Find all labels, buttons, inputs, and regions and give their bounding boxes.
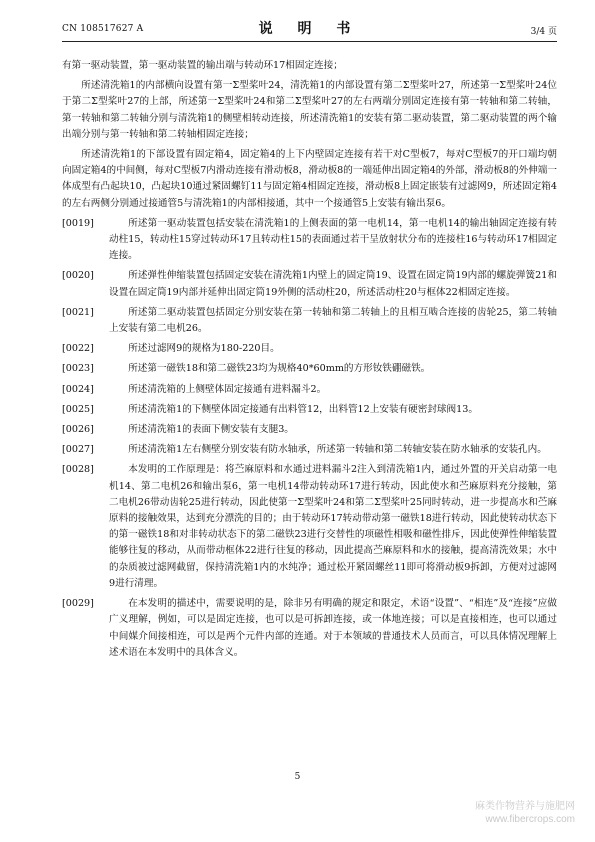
site-watermark <box>475 800 575 826</box>
paragraph-number: [0020] <box>62 270 94 282</box>
paragraph-number: [0027] <box>62 444 94 456</box>
paragraph-number: [0029] <box>62 598 94 610</box>
paragraph <box>62 341 557 357</box>
paragraph-number: [0026] <box>62 424 94 436</box>
paragraph-text: 所述第二驱动装置包括固定分别安装在第一转轴和第二转轴上的且相互啮合连接的齿轮25，第二转轴上安装有第二电机26。 <box>109 306 557 335</box>
paragraph <box>62 382 557 398</box>
paragraph-text: 所述弹性伸缩装置包括固定安装在清洗箱1内壁上的固定筒19、设置在固定筒19内部的螺旋弹簧21和设置在固定筒19内部并延伸出固定筒19外侧的活动柱20，所述活动柱20与框体22相固定连接。 <box>109 270 557 298</box>
paragraph <box>62 442 557 458</box>
continuation-text: 有第一驱动装置，第一驱动装置的输出端与转动环17相固定连接； <box>62 60 343 71</box>
paragraph-text: 所述过滤网9的规格为180-220目。 <box>128 343 280 355</box>
paragraph-text: 所述清洗箱1的下侧壁体固定接通有出料管12，出料管12上安装有硬密封球阀13。 <box>128 403 478 415</box>
paragraph-number: [0025] <box>62 403 94 415</box>
paragraph <box>62 216 557 265</box>
paragraph <box>62 402 557 418</box>
paragraph-number: [0021] <box>62 306 94 318</box>
paragraph <box>62 422 557 438</box>
document-header <box>62 18 557 40</box>
paragraph <box>62 268 557 300</box>
watermark-url: www.fibercrops.com <box>485 814 575 825</box>
watermark-site-name: 麻类作物营养与施肥网 <box>475 801 575 812</box>
paragraph-text: 所述清洗箱1的表面下侧安装有支腿3。 <box>128 424 294 436</box>
paragraph <box>62 596 557 661</box>
paragraph <box>62 305 557 337</box>
paragraph-text: 所述第一驱动装置包括安装在清洗箱1的上侧表面的第一电机14，第一电机14的输出轴固定连接有转动柱15，转动柱15穿过转动环17且转动柱15的表面通过若干呈放射状分布的连接柱16与转动环17相固定连接。 <box>109 217 557 262</box>
paragraph-text: 所述清洗箱的上侧壁体固定接通有进料漏斗2。 <box>128 383 327 395</box>
paragraph-text: 所述清洗箱1左右侧壁分别安装有防水轴承，所述第一转轴和第二转轴安装在防水轴承的安装孔内。 <box>128 444 547 456</box>
paragraph-number: [0022] <box>62 343 94 355</box>
document-title: 说 明 书 <box>258 21 361 37</box>
paragraph-text: 本发明的工作原理是：将苎麻原料和水通过进料漏斗2注入到清洗箱1内，通过外置的开关启动第一电机14、第二电机26和输出泵6，第一电机14带动转动环17进行转动，因此使水和苎麻原料充分接触，第二电机26带动齿轮25进行转动，因此使第一Σ型桨叶24和第二Σ型桨叶25同时转动，进一步提高水和苎麻原料的接触效果，达到充分漂洗的目的；由于转动环17转动带动第一磁铁18进行转动，因此使转动状态下的第一磁铁18和对非转动状态下的第二磁铁23进行交替性的项磁性相吸和磁性排斥，因此使弹性伸缩装置能够往复的移动，从而带动框体22进行往复的移动，因此提高苎麻原料和水的接触，提高清洗效果；水中的杂质被过滤网截留，保持清洗箱1内的水纯净；通过松开紧固螺丝11即可将滑动板9拆卸，方便对过滤网9进行清理。 <box>109 464 557 589</box>
continuation-text: 所述清洗箱1的内部横向设置有第一Σ型桨叶24，清洗箱1的内部设置有第二Σ型桨叶27，所述第一Σ型桨叶24位于第二Σ型桨叶27的上部，所述第一Σ型桨叶24和第二Σ型桨叶27的左右两端分别固定连接有第一转轴和第二转轴，第一转轴和第二转轴分别与清洗箱1的侧壁相转动连接，所述清洗箱1的安装有第二驱动装置，第二驱动装置的两个输出端分别与第一转轴和第二转轴相固定连接； <box>62 80 557 140</box>
paragraph-number: [0023] <box>62 363 94 375</box>
page-number: 5 <box>294 772 301 782</box>
header-rule <box>62 41 557 42</box>
paragraph-number: [0019] <box>62 217 94 229</box>
paragraph <box>62 361 557 377</box>
paragraph <box>62 462 557 592</box>
page-indicator: 3/4 页 <box>530 27 557 37</box>
paragraph-text: 所述第一磁铁18和第二磁铁23均为规格40*60mm的方形钕铁硼磁铁。 <box>128 363 431 375</box>
paragraph-number: [0028] <box>62 464 94 476</box>
publication-number: CN 108517627 A <box>62 24 144 34</box>
paragraph-text: 在本发明的描述中，需要说明的是，除非另有明确的规定和限定，术语“设置”、“相连”及“连接”应做广义理解，例如，可以是固定连接，也可以是可拆卸连接，或一体地连接；可以是直接相连，也可以通过中间媒介间接相连，可以是两个元件内部的连通。对于本领域的普通技术人员而言，可以具体情况理解上述术语在本发明中的具体含义。 <box>109 598 557 658</box>
paragraph-number: [0024] <box>62 383 94 395</box>
continuation-text: 所述清洗箱1的下部设置有固定箱4，固定箱4的上下内壁固定连接有若干对C型板7，每对C型板7的开口端均朝向固定箱4的中间侧，每对C型板7内滑动连接有滑动板8，滑动板8的一端延伸出固定箱4的外部，滑动板8的外伸端一体成型有凸起块10，凸起块10通过紧固螺钉11与固定箱4相固定连接，滑动板8上固定嵌装有过滤网9，所述固定箱4的左右两侧分别通过接通管5与清洗箱1的内部相接通，其中一个接通管5上安装有输出泵6。 <box>62 149 557 209</box>
document-body <box>62 58 557 665</box>
